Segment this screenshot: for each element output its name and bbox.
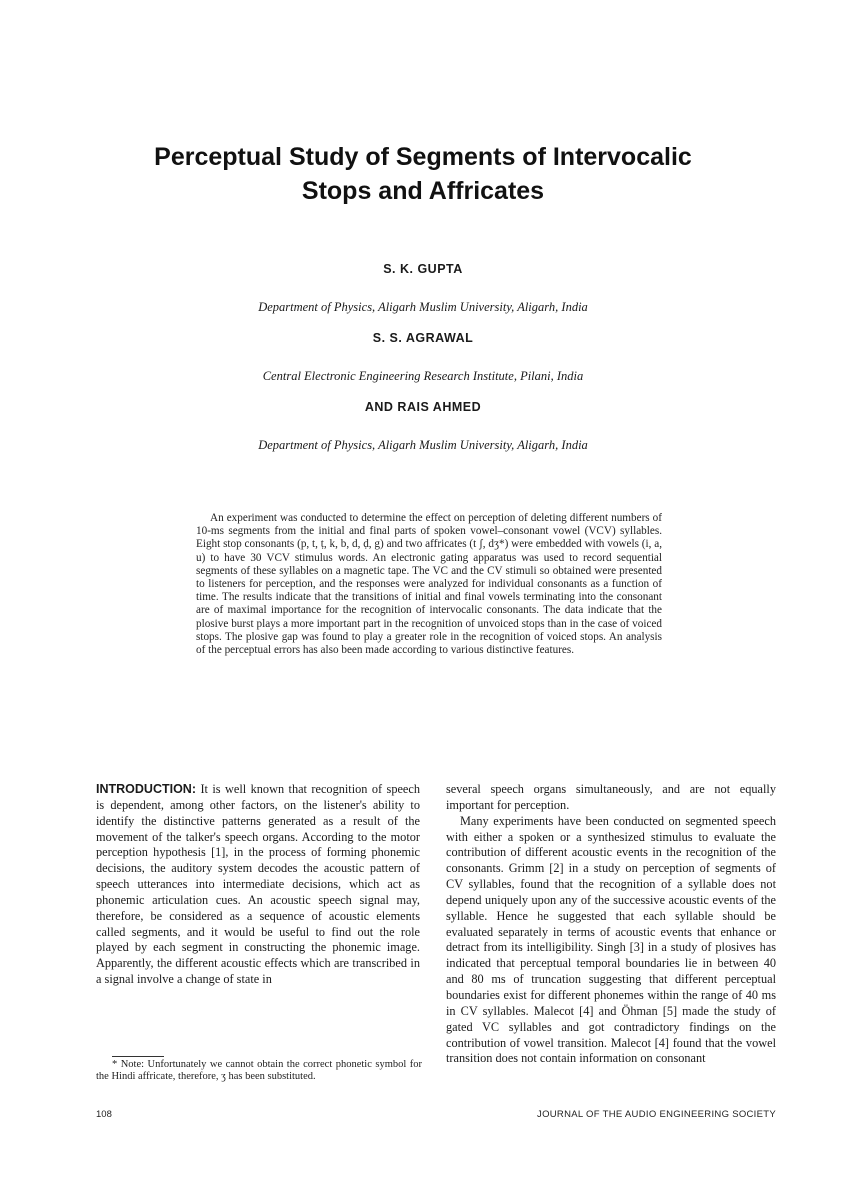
footnote-rule bbox=[112, 1056, 164, 1057]
footnote: * Note: Unfortunately we cannot obtain the correct phonetic symbol for the Hindi affricate, therefore, ʒ has been substituted. bbox=[96, 1059, 422, 1082]
author-name-2: S. S. AGRAWAL bbox=[372, 331, 474, 345]
paper-title bbox=[100, 140, 746, 208]
page-number: 108 bbox=[96, 1109, 112, 1120]
author-name-3: AND RAIS AHMED bbox=[364, 400, 482, 414]
abstract: An experiment was conducted to determine the effect on perception of deleting different numbers of 10-ms segments from the initial and final parts of spoken vowel–consonant vowel (VCV) syllables. Eight stop consonants (p, t, ṭ, k, b, d, ḍ, g) and two affricates (t ʃ, dʒ*) were embedded with vowels (i, a, u) to have 30 VCV stimulus words. An electronic gating apparatus was used to record sequential segments of these syllables on a magnetic tape. The VC and the CV stimuli so obtained were presented to listeners for perception, and the responses were analyzed for individual consonants as a function of time. The results indicate that the transitions of initial and final vowels terminating into the consonant are of maximal importance for the recognition of intervocalic consonants. The data indicate that the plosive burst plays a more important part in the recognition of unvoiced stops than in the case of voiced stops. The plosive gap was found to play a greater role in the recognition of voiced stops. An analysis of the perceptual errors has also been made according to various distinctive features. bbox=[196, 512, 662, 657]
author-affiliation-3: Department of Physics, Aligarh Muslim University, Aligarh, India bbox=[258, 438, 588, 452]
paragraph: Many experiments have been conducted on segmented speech with either a spoken or a synthesized stimulus to evaluate the contribution of different acoustic events in the recognition of the consonants. Grimm [2] in a study on perception of segments of CV syllables, found that the recognition of a syllable does not depend uniquely upon any of the successive acoustic events of the syllable. Hence he suggested that each syllable should be evaluated separately in terms of acoustic events that enhance or detract from its intelligibility. Singh [3] in a study of plosives has indicated that perceptual temporal boundaries lie in between 40 and 80 ms of truncation suggesting that different perceptual boundaries exist for different phonemes within the range of 40 ms in CV syllables. Malecot [4] and Öhman [5] made the study of gated VC syllables and got contradictory findings on the contribution of vowel transition. Malecot [4] found that the vowel transition does not contain information on consonant bbox=[446, 813, 776, 1066]
author-affiliation-2: Central Electronic Engineering Research Institute, Pilani, India bbox=[262, 369, 584, 383]
title-line-1: Perceptual Study of Segments of Intervocalic bbox=[154, 143, 692, 171]
introduction-text: It is well known that recognition of speech is dependent, among other factors, on the listener's ability to identify the distinctive patterns generated as a result of the movement of the talker's speech organs. According to the motor perception hypothesis [1], in the process of forming phonemic decisions, the auditory system decodes the acoustic pattern of speech utterances into intermediate decisions, which act as phonemic articulation cues. An acoustic speech signal may, therefore, be considered as a sequence of acoustic elements called segments, and it would be useful to find out the role played by each segment in constructing the phonemic image. Apparently, the different acoustic effects which are transcribed in a signal involve a change of state in bbox=[96, 782, 420, 987]
author-affiliation-1: Department of Physics, Aligarh Muslim University, Aligarh, India bbox=[258, 300, 588, 314]
journal-footer: JOURNAL OF THE AUDIO ENGINEERING SOCIETY bbox=[537, 1109, 776, 1120]
title-line-2: Stops and Affricates bbox=[301, 177, 545, 205]
section-heading-introduction: INTRODUCTION: bbox=[96, 782, 196, 796]
paragraph-continued: several speech organs simultaneously, and are not equally important for perception. bbox=[446, 782, 776, 812]
body-column-left bbox=[96, 782, 420, 988]
body-column-right bbox=[446, 782, 776, 1067]
author-name-1: S. K. GUPTA bbox=[383, 262, 463, 276]
